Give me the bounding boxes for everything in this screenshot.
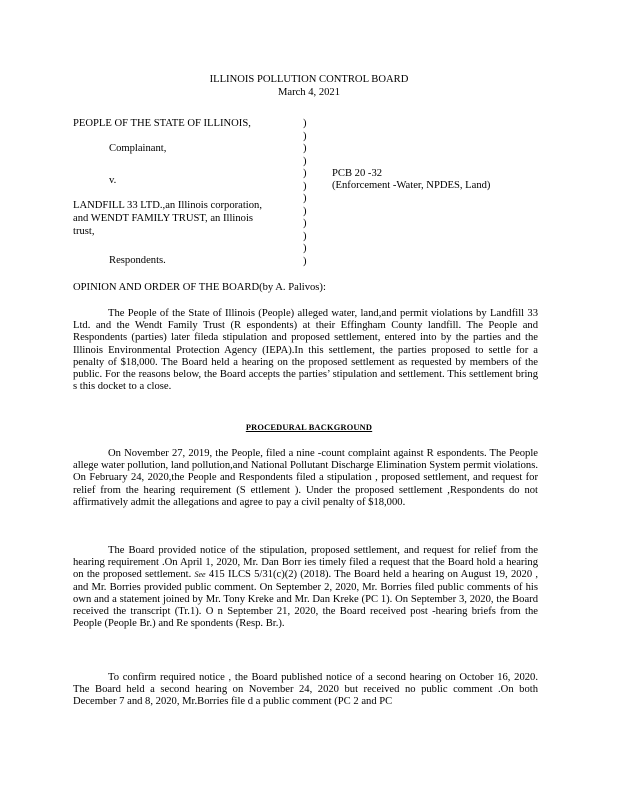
paragraph-text-part: The Board provided notice of the stipulation, proposed settlement, and request for relief from the hearing requirement .On April 1, 2020, Mr. Dan Borr ies timely filed a request that the Board hold a hearing on the proposed settlement. [73, 545, 538, 581]
complainant-label: Complainant, [109, 143, 167, 154]
paragraph-text-part: 415 ILCS 5/31(c)(2) (2018). The Board held a hearing on August 19, 2020 , and Mr. Borries provided public comment. On September 2, 2020, Mr. Borries filed public comments of his own and a statement joined by Mr. Tony Kreke and Mr. Dan Kreke (PC 1). On September 3, 2020, the Board received the transcript (Tr.1). O n September 21, 2020, the Board received post -hearing briefs from the People (People Br.) and Re spondents (Resp. Br.). [73, 569, 539, 630]
plaintiff-name: PEOPLE OF THE STATE OF ILLINOIS, [73, 118, 251, 129]
paragraph-procedural-3 [73, 672, 538, 709]
case-info [332, 168, 542, 192]
opinion-heading: OPINION AND ORDER OF THE BOARD(by A. Palivos): [73, 282, 326, 293]
document-date: March 4, 2021 [277, 86, 341, 98]
respondents-label: Respondents. [109, 255, 166, 266]
versus-label: v. [109, 175, 117, 186]
paragraph-text: To confirm required notice , the Board published notice of a second hearing on October 16, 2020. The Board held a second hearing on November 24, 2020 but received no public comment .On both December 7 and 8, 2020, Mr.Borries file d a public comment (PC 2 and PC [73, 672, 538, 708]
respondent-line-2: and WENDT FAMILY TRUST, an Illinois [73, 213, 254, 224]
case-caption [73, 118, 543, 268]
section-heading: PROCEDURAL BACKGROUND [245, 423, 373, 432]
see-signal: See [194, 570, 206, 580]
board-title: ILLINOIS POLLUTION CONTROL BOARD [209, 74, 409, 85]
caption-paren: ) [303, 255, 307, 267]
caption-paren: ) [303, 230, 307, 242]
caption-paren: ) [303, 243, 307, 254]
paragraph-text [73, 545, 538, 630]
paragraph-procedural-1 [73, 448, 538, 509]
paragraph-intro [73, 308, 538, 393]
paragraph-procedural-2 [73, 545, 538, 630]
case-number: PCB 20 -32 [332, 168, 383, 179]
caption-paren: ) [303, 155, 307, 167]
case-type: (Enforcement -Water, NPDES, Land) [332, 180, 491, 192]
caption-paren: ) [303, 168, 307, 179]
caption-paren: ) [303, 193, 307, 204]
caption-paren: ) [303, 143, 307, 154]
caption-parentheses [303, 118, 313, 268]
caption-paren: ) [303, 205, 307, 217]
caption-paren: ) [303, 180, 307, 192]
paragraph-text: The People of the State of Illinois (People) alleged water, land,and permit violations by Landfill 33 Ltd. and the Wendt Family Trust (R espondents) at their Effingham County landfill. The People and Respondents (parties) later fileda stipulation and proposed settlement, entered into by the parties and the Illinois Environmental Protection Agency (IEPA).In this settlement, the parties proposed to settle for a penalty of $18,000. The Board held a hearing on the proposed settlement as requested by members of the public. For the reasons below, the Board accepts the parties’ stipulation and settlement. This settlement bring s this docket to a close. [73, 308, 538, 393]
paragraph-text: On November 27, 2019, the People, filed a nine -count complaint against R espondents. The People allege water pollution, land pollution,and National Pollutant Discharge Elimination System permit violations. On February 24, 2020,the People and Respondents filed a stipulation , proposed settlement, and request for relief from the hearing requirement (S ettlement ). Under the proposed settlement ,Respondents do not affirmatively admit the allegations and agree to pay a civil penalty of $18,000. [73, 448, 538, 508]
respondent-line-1: LANDFILL 33 LTD.,an Illinois corporation, [73, 200, 262, 211]
document-header [0, 74, 618, 99]
caption-paren: ) [303, 218, 307, 229]
caption-paren: ) [303, 118, 307, 129]
respondent-line-3: trust, [73, 226, 95, 237]
caption-paren: ) [303, 130, 307, 142]
